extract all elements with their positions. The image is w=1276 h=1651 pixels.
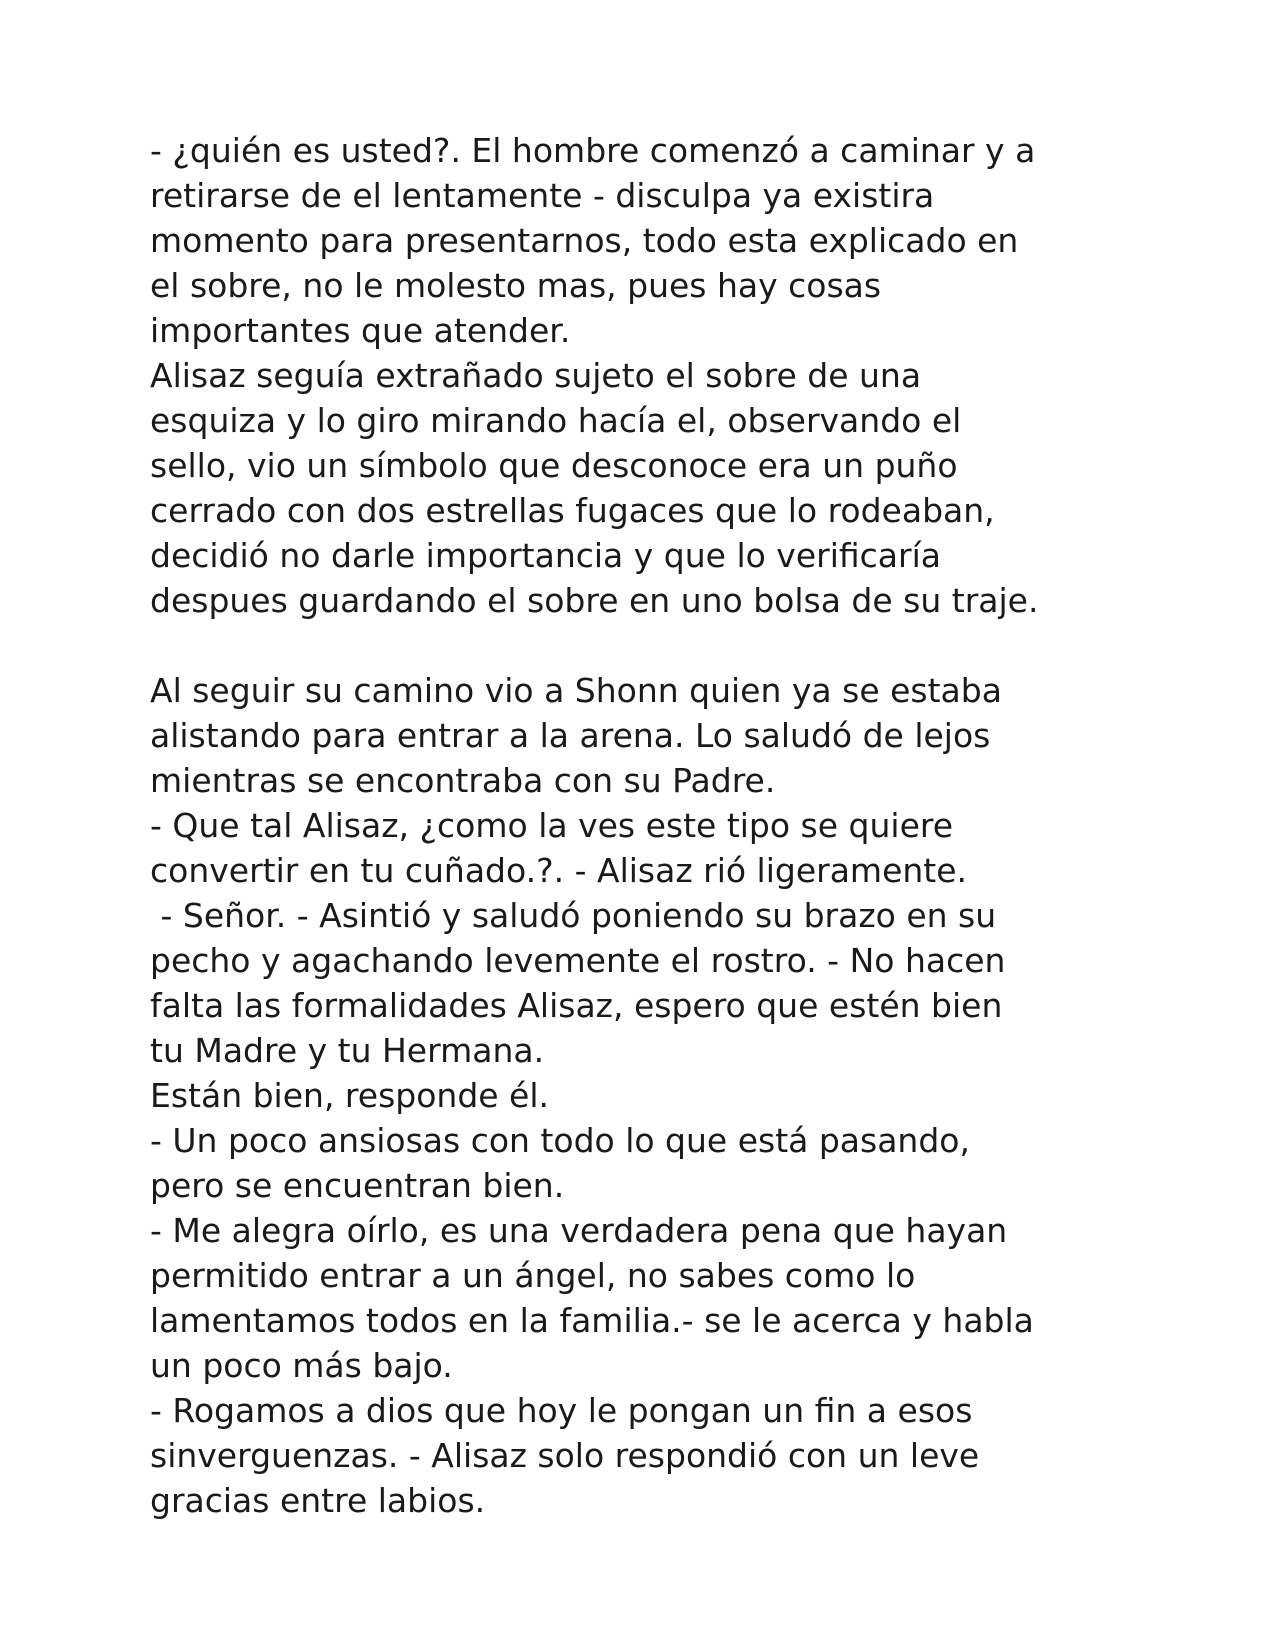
text-line: pecho y agachando levemente el rostro. - No hacen <box>150 941 1006 980</box>
text-line: momento para presentarnos, todo esta explicado en <box>150 221 1019 260</box>
text-line: sello, vio un símbolo que desconoce era un puño <box>150 446 958 485</box>
text-line: pero se encuentran bien. <box>150 1166 565 1205</box>
text-line: importantes que atender. <box>150 311 571 350</box>
text-line: - ¿quién es usted?. El hombre comenzó a caminar y a <box>150 131 1036 170</box>
text-line: falta las formalidades Alisaz, espero que estén bien <box>150 986 1003 1025</box>
story-text <box>150 128 1230 1523</box>
text-line: decidió no darle importancia y que lo verificaría <box>150 536 941 575</box>
text-line: - Un poco ansiosas con todo lo que está pasando, <box>150 1121 970 1160</box>
text-line: permitido entrar a un ángel, no sabes como lo <box>150 1256 916 1295</box>
text-line: lamentamos todos en la familia.- se le acerca y habla <box>150 1301 1034 1340</box>
text-line: Al seguir su camino vio a Shonn quien ya se estaba <box>150 671 1002 710</box>
paragraph-break <box>150 623 1230 668</box>
text-line: despues guardando el sobre en uno bolsa de su traje. <box>150 581 1039 620</box>
text-line: un poco más bajo. <box>150 1346 453 1385</box>
text-line: retirarse de el lentamente - disculpa ya existira <box>150 176 935 215</box>
text-line: - Que tal Alisaz, ¿como la ves este tipo se quiere <box>150 806 954 845</box>
text-line: - Me alegra oírlo, es una verdadera pena que hayan <box>150 1211 1008 1250</box>
text-line: convertir en tu cuñado.?. - Alisaz rió ligeramente. <box>150 851 968 890</box>
text-line: gracias entre labios. <box>150 1481 486 1520</box>
text-line: mientras se encontraba con su Padre. <box>150 761 776 800</box>
text-line: Alisaz seguía extrañado sujeto el sobre de una <box>150 356 922 395</box>
text-line: Están bien, responde él. <box>150 1076 550 1115</box>
text-line: - Rogamos a dios que hoy le pongan un fin a esos <box>150 1391 973 1430</box>
text-line: cerrado con dos estrellas fugaces que lo rodeaban, <box>150 491 995 530</box>
text-line: sinverguenzas. - Alisaz solo respondió con un leve <box>150 1436 980 1475</box>
text-line: tu Madre y tu Hermana. <box>150 1031 545 1070</box>
text-line: alistando para entrar a la arena. Lo saludó de lejos <box>150 716 991 755</box>
text-line: - Señor. - Asintió y saludó poniendo su brazo en su <box>150 896 997 935</box>
text-line: esquiza y lo giro mirando hacía el, observando el <box>150 401 962 440</box>
text-line: el sobre, no le molesto mas, pues hay cosas <box>150 266 882 305</box>
